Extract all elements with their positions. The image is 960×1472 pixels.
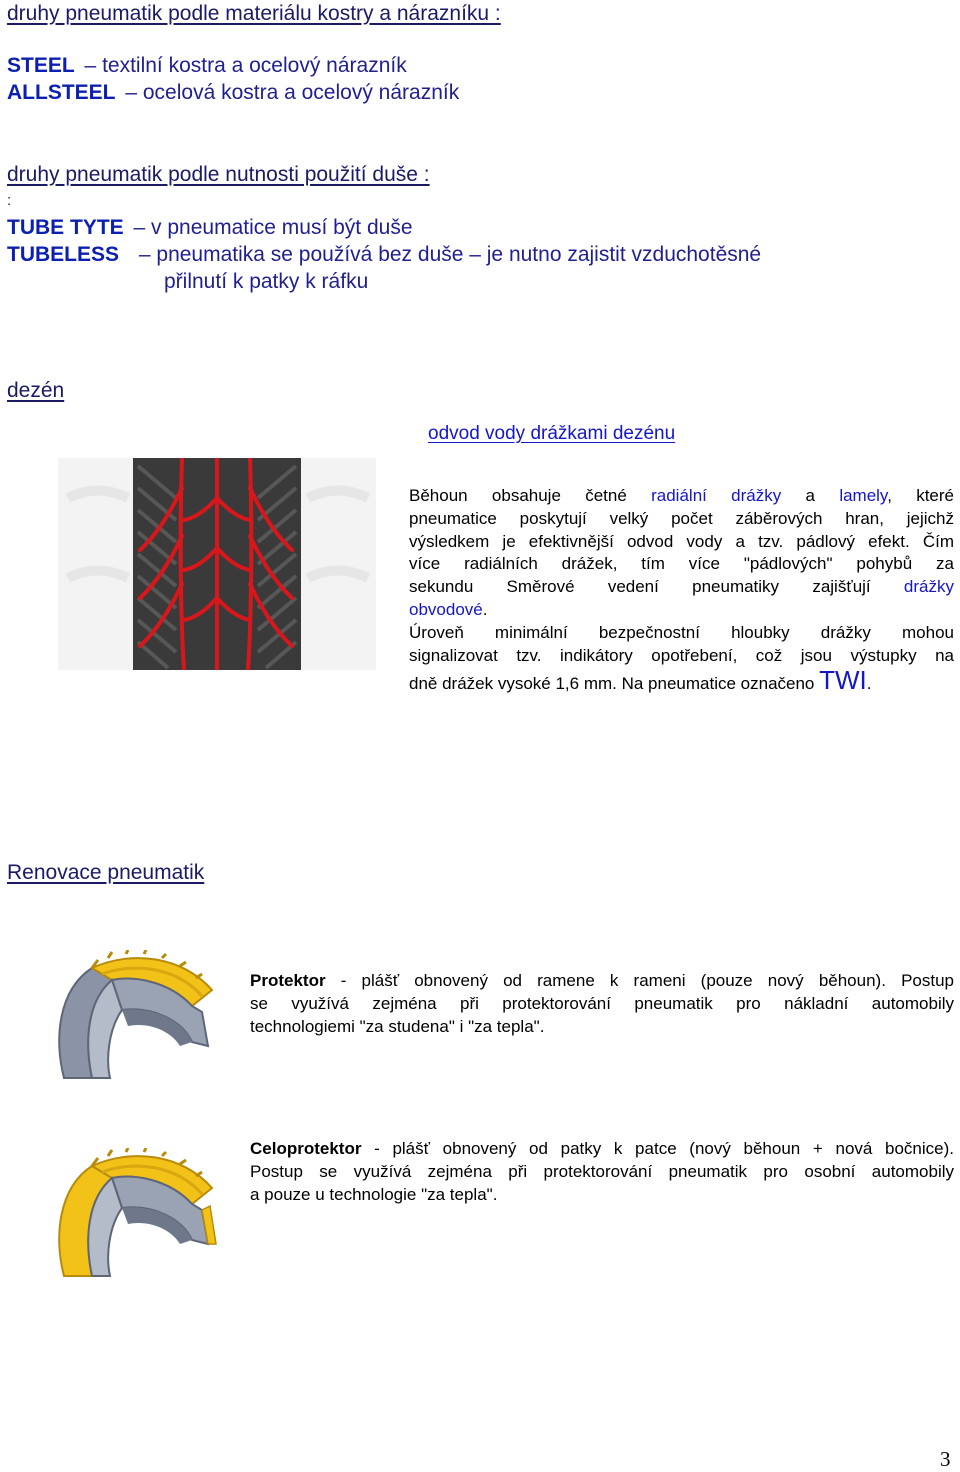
grooves-highlight: drážky	[903, 577, 954, 597]
celoprotektor-line-1: Celoprotektor - plášť obnovený od patky k patce (nový běhoun + nová bočnice).	[250, 1139, 954, 1158]
allsteel-desc: ocelová kostra a ocelový nárazník	[142, 81, 460, 104]
celoprotektor-image	[52, 1148, 220, 1280]
tubeless-row	[7, 243, 761, 267]
celoprotektor-line-2: Postup se využívá zejména při protektorování pneumatik pro osobní automobily	[250, 1161, 954, 1181]
section-tube-heading: druhy pneumatik podle nutnosti použití duše :	[7, 163, 430, 186]
tread-line-5: sekundu Směrové vedení pneumatiky zajišťují drážky	[409, 577, 954, 597]
tread-line-7: Úroveň minimální bezpečnostní hloubky drážky mohou	[409, 622, 954, 642]
tubetype-row	[7, 216, 413, 240]
steel-term: STEEL	[7, 54, 75, 77]
tubetype-desc: v pneumatice musí být duše	[151, 216, 413, 239]
tread-line-9: dně drážek vysoké 1,6 mm. Na pneumatice označeno TWI.	[409, 665, 872, 696]
steel-dash: –	[84, 54, 97, 77]
protektor-image	[52, 950, 220, 1082]
protektor-term: Protektor	[250, 971, 326, 990]
tread-line-8: signalizovat tzv. indikátory opotřebení, což jsou výstupky na	[409, 645, 954, 665]
tubetype-term: TUBE TYTE	[7, 216, 124, 239]
tubeless-dash: –	[138, 243, 151, 266]
sipes-highlight: lamely	[839, 486, 888, 505]
tubeless-desc: pneumatika se používá bez duše – je nutno zajistit vzduchotěsné	[156, 243, 762, 266]
allsteel-term: ALLSTEEL	[7, 81, 116, 104]
celoprotektor-line-3: a pouze u technologie "za tepla".	[250, 1184, 498, 1204]
protektor-line-3: technologiemi "za studena" i "za tepla".	[250, 1016, 545, 1036]
steel-desc: textilní kostra a ocelový nárazník	[102, 54, 407, 77]
retread-heading: Renovace pneumatik	[7, 861, 205, 884]
protektor-line-2: se využívá zejména při protektorování pneumatik pro nákladní automobily	[250, 993, 954, 1013]
protektor-paragraph	[250, 970, 954, 1038]
celoprotektor-term: Celoprotektor	[250, 1139, 362, 1158]
circumferential-highlight: obvodové	[409, 599, 483, 619]
tread-line-4: více radiálních drážek, tím více "pádlových" pohybů za	[409, 554, 954, 574]
stray-colon: :	[7, 192, 12, 209]
tubeless-desc-cont: přilnutí k patky k ráfku	[164, 270, 369, 293]
radial-grooves-highlight: radiální drážky	[651, 486, 782, 505]
tread-subheading: odvod vody drážkami dezénu	[428, 423, 676, 444]
tread-line-1: Běhoun obsahuje četné radiální drážky a lamely, které	[409, 486, 955, 505]
tread-line-2: pneumatice poskytují velký počet záběrových hran, jejichž	[409, 508, 954, 528]
allsteel-dash: –	[125, 81, 138, 104]
tubeless-term: TUBELESS	[7, 243, 120, 266]
tread-line-3: výsledkem je efektivnější odvod vody a tzv. pádlový efekt. Čím	[409, 531, 954, 551]
steel-row	[7, 54, 407, 78]
tread-heading: dezén	[7, 379, 65, 402]
tread-pattern-svg	[58, 458, 376, 670]
tread-paragraph	[409, 485, 954, 696]
twi-label: TWI	[819, 665, 867, 696]
celoprotektor-svg	[52, 1148, 220, 1280]
protektor-svg	[52, 950, 220, 1082]
tread-pattern-image	[58, 458, 376, 670]
tubetype-dash: –	[133, 216, 146, 239]
protektor-line-1: Protektor - plášť obnovený od ramene k rameni (pouze nový běhoun). Postup	[250, 971, 954, 990]
allsteel-row	[7, 81, 459, 105]
section-material-heading: druhy pneumatik podle materiálu kostry a nárazníku :	[7, 2, 501, 25]
tread-line-6: obvodové.	[409, 599, 488, 619]
celoprotektor-paragraph	[250, 1138, 954, 1206]
page-number: 3	[940, 1447, 951, 1471]
